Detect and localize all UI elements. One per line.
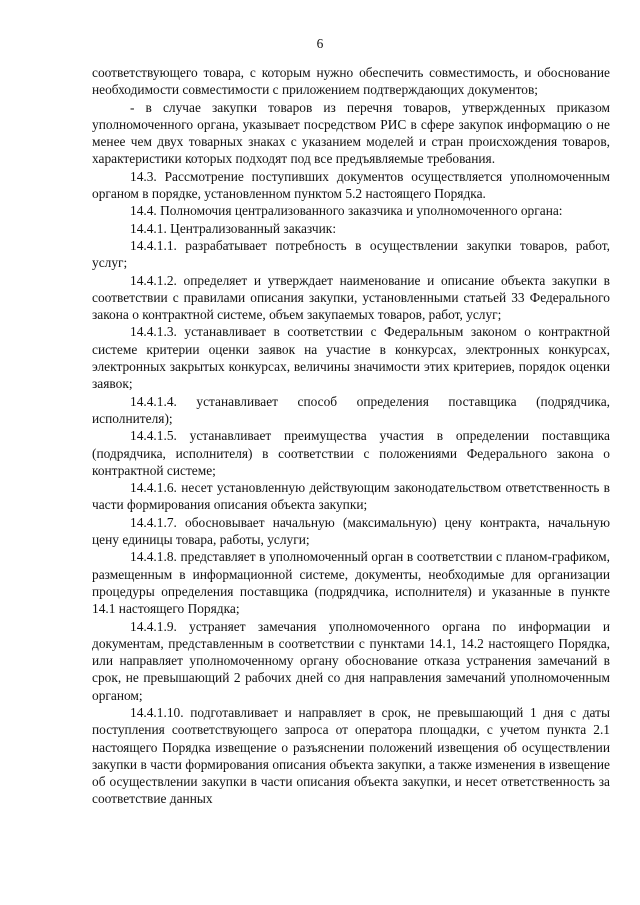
paragraph-14-4-1-4: 14.4.1.4. устанавливает способ определения поставщика (подрядчика, исполнителя); bbox=[92, 393, 610, 426]
paragraph-continuation: соответствующего товара, с которым нужно обеспечить совместимость, и обоснование необходимости совместимости с приложением подтверждающих документов; bbox=[92, 65, 610, 98]
page-number: 6 bbox=[316, 36, 324, 51]
paragraph-14-4-1-6: 14.4.1.6. несет установленную действующим законодательством ответственность в части формирования описания объекта закупки; bbox=[92, 480, 610, 513]
paragraph-14-4-1-3: 14.4.1.3. устанавливает в соответствии с Федеральным законом о контрактной системе критерии оценки заявок на участие в конкурсах, электронных конкурсах, электронных закрытых конкурсах, величины значимости этих критериев, порядок оценки заявок; bbox=[92, 324, 610, 392]
paragraph-14-4-1-1: 14.4.1.1. разрабатывает потребность в осуществлении закупки товаров, работ, услуг; bbox=[92, 237, 610, 271]
paragraph-14-4-1-7: 14.4.1.7. обосновывает начальную (максимальную) цену контракта, начальную цену единицы товара, работы, услуги; bbox=[92, 514, 610, 548]
paragraph-14-4-1-2: 14.4.1.2. определяет и утверждает наименование и описание объекта закупки в соответствии с правилами описания закупки, установленными статьей 33 Федерального закона о контрактной системе, объем закупаемых товаров, работ, услуг; bbox=[92, 272, 610, 323]
paragraph-14-4-1-5: 14.4.1.5. устанавливает преимущества участия в определении поставщика (подрядчика, исполнителя) в соответствии с положениями Федерального закона о контрактной системе; bbox=[92, 428, 610, 478]
paragraph-14-4-1-9: 14.4.1.9. устраняет замечания уполномоченного органа по информации и документам, представленным в соответствии с пунктами 14.1, 14.2 настоящего Порядка, или направляет уполномоченному органу обоснование отказа устранения замечаний в срок, не превышающий 2 рабочих дней со дня направления замечаний уполномоченным органом; bbox=[92, 618, 610, 703]
paragraph-14-4-1: 14.4.1. Централизованный заказчик: bbox=[130, 220, 337, 236]
paragraph-14-3: 14.3. Рассмотрение поступивших документов осуществляется уполномоченным органом в порядке, установленном пунктом 5.2 настоящего Порядка. bbox=[92, 168, 610, 202]
document-body bbox=[92, 64, 610, 808]
paragraph-14-4-1-8: 14.4.1.8. представляет в уполномоченный орган в соответствии с планом-графиком, размещенным в информационной системе, документы, необходимые для организации процедуры определения поставщика (подрядчика, исполнителя) и указанные в пункте 14.1 настоящего Порядка; bbox=[92, 549, 610, 617]
paragraph-14-4: 14.4. Полномочия централизованного заказчика и уполномоченного органа: bbox=[130, 203, 563, 219]
paragraph-list-item: - в случае закупки товаров из перечня товаров, утвержденных приказом уполномоченного органа, указывает посредством РИС в сфере закупок информацию о не менее чем двух товарных знаках с указанием моделей и стран происхождения товаров, характеристики которых подходят под все предъявляемые требования. bbox=[92, 99, 610, 167]
paragraph-14-4-1-10: 14.4.1.10. подготавливает и направляет в срок, не превышающий 1 дня с даты поступления соответствующего запроса от оператора площадки, с учетом пункта 2.1 настоящего Порядка извещение о разъяснении положений извещения об осуществлении закупки в части формирования описания объекта закупки, а также изменения в извещение об осуществлении закупки в части описания объекта закупки, и несет ответственность за соответствие данных bbox=[92, 704, 610, 807]
